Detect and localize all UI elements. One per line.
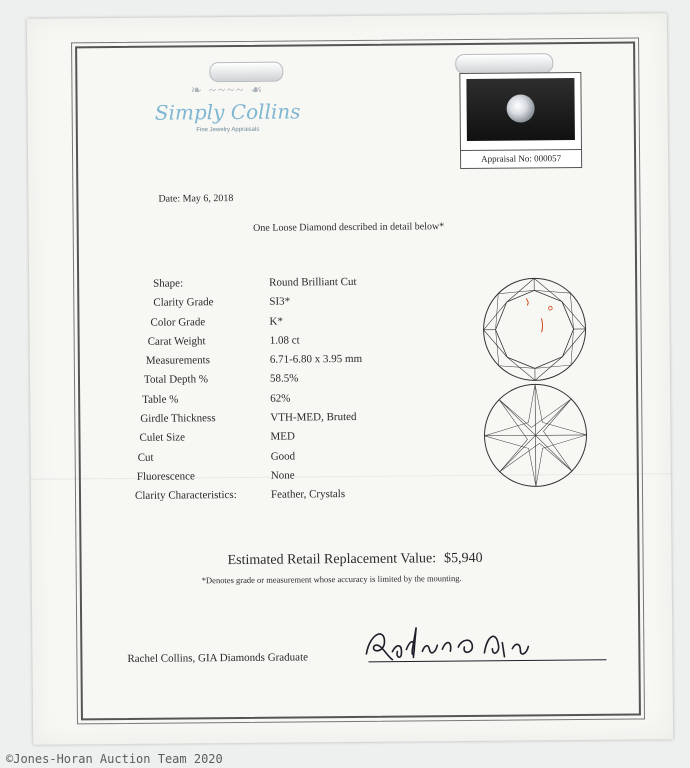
- spec-label: Color Grade: [150, 315, 206, 329]
- crown-plot-diagram: [481, 276, 588, 383]
- logo-tagline: Fine Jewelry Appraisals: [196, 126, 260, 134]
- spec-value: 6.71-6.80 x 3.95 mm: [269, 353, 363, 366]
- estimated-value-label: Estimated Retail Replacement Value:: [227, 551, 437, 569]
- spec-label: Culet Size: [139, 431, 186, 445]
- estimated-value: [228, 551, 483, 569]
- spec-label: Shape:: [153, 277, 184, 290]
- diamond-photo: [466, 78, 575, 141]
- logo-flourish-icon: ❧ ~~~~ ☙: [190, 81, 265, 98]
- feather-inclusion-mark: [526, 298, 528, 305]
- spec-label: Clarity Grade: [153, 296, 214, 310]
- paper-clip-left: [209, 62, 283, 83]
- item-headline: One Loose Diamond described in detail below*: [253, 221, 445, 234]
- spec-value: None: [270, 469, 295, 482]
- spec-value: Feather, Crystals: [270, 488, 346, 501]
- spec-label: Measurements: [145, 354, 211, 367]
- spec-value: 1.08 ct: [269, 334, 300, 347]
- spec-label: Fluorescence: [136, 470, 195, 483]
- spec-label: Cut: [137, 451, 154, 464]
- paper-clip-right: [455, 53, 553, 74]
- spec-value: K*: [269, 315, 283, 328]
- logo-brand-name: Simply Collins: [154, 99, 301, 125]
- appraisal-date: Date: May 6, 2018: [158, 193, 234, 205]
- appraisal-number: Appraisal No: 000057: [461, 149, 581, 164]
- spec-label: Total Depth %: [143, 373, 209, 387]
- spec-label: Carat Weight: [147, 335, 206, 348]
- diamond-photo-frame: [459, 72, 582, 169]
- crystal-inclusion-mark: [549, 306, 553, 310]
- spec-value: MED: [270, 430, 296, 444]
- appraiser-name: Rachel Collins, GIA Diamonds Graduate: [127, 651, 309, 665]
- company-logo: [137, 81, 317, 134]
- spec-label: Girdle Thickness: [140, 412, 216, 425]
- estimated-value-amount: $5,940: [444, 550, 483, 567]
- handwritten-signature: [362, 622, 612, 670]
- watermark-copyright: ©Jones-Horan Auction Team 2020: [6, 752, 223, 766]
- spec-value: VTH-MED, Bruted: [270, 411, 357, 424]
- spec-value: Round Brilliant Cut: [269, 275, 357, 289]
- feather-inclusion-mark: [541, 318, 542, 332]
- spec-value: Good: [270, 450, 296, 463]
- diamond-stone-icon: [507, 94, 535, 122]
- mounting-disclaimer: *Denotes grade or measurement whose accuracy is limited by the mounting.: [201, 573, 462, 586]
- spec-value: 62%: [270, 392, 291, 405]
- spec-value: 58.5%: [269, 372, 299, 386]
- appraisal-certificate: [27, 13, 673, 745]
- spec-label: Table %: [142, 393, 179, 406]
- spec-value: SI3*: [269, 295, 291, 308]
- pavilion-diagram: [482, 382, 589, 489]
- spec-label: Clarity Characteristics:: [134, 489, 237, 503]
